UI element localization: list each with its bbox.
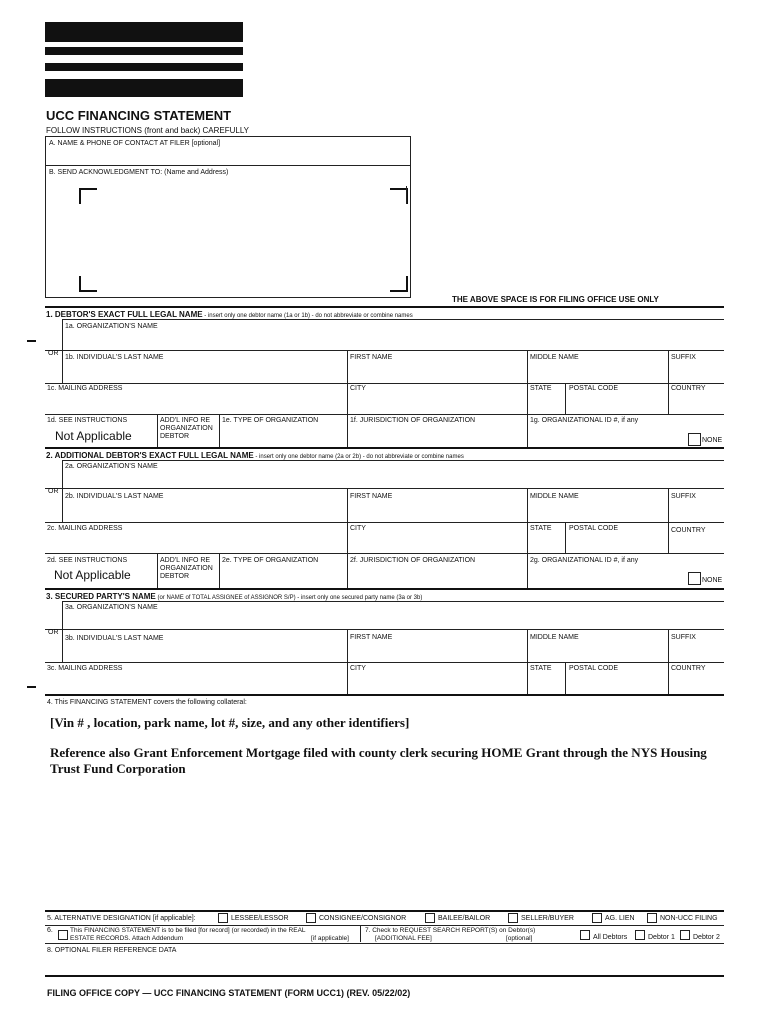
header-bar-2 — [45, 47, 243, 55]
section-1-heading: 1. DEBTOR'S EXACT FULL LEGAL NAME - insert only one debtor name (1a or 1b) - do not abbreviate or combine names — [46, 310, 413, 319]
corner-mark-br — [390, 276, 408, 292]
header-bar-1 — [45, 22, 243, 42]
label-6-line-1: This FINANCING STATEMENT is to be filed [for record] (or recorded) in the REAL — [70, 927, 306, 934]
not-applicable-2: Not Applicable — [54, 568, 131, 582]
form-title: UCC FINANCING STATEMENT — [46, 108, 232, 123]
label-3a: 3a. ORGANIZATION'S NAME — [65, 604, 158, 611]
label-city-2: CITY — [350, 525, 366, 532]
label-city-1: CITY — [350, 385, 366, 392]
label-7-line-1: 7. Check to REQUEST SEARCH REPORT(S) on Debtor(s) — [365, 927, 536, 934]
corner-mark-tl — [79, 188, 97, 204]
label-6-if-applicable: [if applicable] — [311, 935, 349, 942]
label-postal-2: POSTAL CODE — [569, 525, 619, 532]
label-postal-1: POSTAL CODE — [569, 385, 619, 392]
option-all-debtors: All Debtors — [593, 934, 628, 941]
section-3-heading: 3. SECURED PARTY'S NAME (or NAME of TOTAL ASSIGNEE of ASSIGNOR S/P) - insert only one secured party name (3a or 3b) — [46, 592, 423, 601]
collateral-line-1: [Vin # , location, park name, lot #, size, and any other identifiers] — [50, 715, 410, 730]
label-2e: 2e. TYPE OF ORGANIZATION — [222, 557, 319, 564]
collateral-line-2: Reference also Grant Enforcement Mortgage filed with county clerk securing HOME Grant through the NYS Housing Trust Fund Corporation — [50, 745, 707, 776]
label-3c: 3c. MAILING ADDRESS — [47, 665, 123, 672]
label-middle-name-3: MIDDLE NAME — [530, 634, 579, 641]
label-postal-3: POSTAL CODE — [569, 665, 619, 672]
label-1c: 1c. MAILING ADDRESS — [47, 385, 123, 392]
label-1a: 1a. ORGANIZATION'S NAME — [65, 323, 158, 330]
acknowledgment-address-input[interactable] — [80, 185, 406, 293]
label-country-1: COUNTRY — [671, 385, 706, 392]
label-8: 8. OPTIONAL FILER REFERENCE DATA — [47, 947, 177, 954]
or-label-1: OR — [48, 350, 59, 357]
label-2g: 2g. ORGANIZATIONAL ID #, if any — [530, 557, 639, 564]
label-state-2: STATE — [530, 525, 552, 532]
label-state-1: STATE — [530, 385, 552, 392]
option-seller-buyer: SELLER/BUYER — [521, 915, 574, 922]
label-1b: 1b. INDIVIDUAL'S LAST NAME — [65, 354, 164, 361]
non-ucc-filing-checkbox[interactable] — [647, 913, 657, 923]
option-consignee-consignor: CONSIGNEE/CONSIGNOR — [319, 915, 407, 922]
field-a-label: A. NAME & PHONE OF CONTACT AT FILER [optional] — [49, 140, 221, 147]
seller-buyer-checkbox[interactable] — [508, 913, 518, 923]
label-first-name-3: FIRST NAME — [350, 634, 393, 641]
none-label-1: NONE — [702, 437, 723, 444]
label-2f: 2f. JURISDICTION OF ORGANIZATION — [350, 557, 476, 564]
consignee-consignor-checkbox[interactable] — [306, 913, 316, 923]
not-applicable-1: Not Applicable — [55, 429, 132, 443]
label-2c: 2c. MAILING ADDRESS — [47, 525, 123, 532]
label-7-line-2: [ADDITIONAL FEE] — [375, 935, 432, 942]
label-middle-name-2: MIDDLE NAME — [530, 493, 579, 500]
all-debtors-checkbox[interactable] — [580, 930, 590, 940]
field-b-label: B. SEND ACKNOWLEDGMENT TO: (Name and Address) — [49, 169, 229, 176]
label-2b: 2b. INDIVIDUAL'S LAST NAME — [65, 493, 164, 500]
label-4: 4. This FINANCING STATEMENT covers the following collateral: — [47, 699, 247, 706]
filer-reference-input[interactable] — [47, 956, 722, 972]
org-name-input-1a[interactable] — [64, 332, 722, 347]
margin-tick-1 — [27, 340, 36, 342]
header-bar-4 — [45, 79, 243, 97]
or-label-3: OR — [48, 629, 59, 636]
label-7-optional: [optional] — [506, 935, 533, 942]
filing-office-note: THE ABOVE SPACE IS FOR FILING OFFICE USE ONLY — [452, 295, 659, 304]
label-6-line-2: ESTATE RECORDS. Attach Addendum — [70, 935, 184, 942]
label-city-3: CITY — [350, 665, 366, 672]
label-middle-name-1: MIDDLE NAME — [530, 354, 579, 361]
corner-mark-bl — [79, 276, 97, 292]
label-1d: 1d. SEE INSTRUCTIONS — [47, 417, 128, 424]
bailee-bailor-checkbox[interactable] — [425, 913, 435, 923]
option-non-ucc-filing: NON-UCC FILING — [660, 915, 718, 922]
debtor-2-checkbox[interactable] — [680, 930, 690, 940]
margin-tick-2 — [27, 686, 36, 688]
label-addl-info-1: ADD'L INFO RE ORGANIZATION DEBTOR — [160, 417, 213, 440]
label-2d: 2d. SEE INSTRUCTIONS — [47, 557, 128, 564]
label-country-2: COUNTRY — [671, 527, 706, 534]
footer-text: FILING OFFICE COPY — UCC FINANCING STATEMENT (FORM UCC1) (REV. 05/22/02) — [47, 988, 411, 998]
option-debtor-2: Debtor 2 — [693, 934, 720, 941]
real-estate-records-checkbox[interactable] — [58, 930, 68, 940]
label-6-number: 6. — [47, 927, 53, 934]
option-lessee-lessor: LESSEE/LESSOR — [231, 915, 289, 922]
ag-lien-checkbox[interactable] — [592, 913, 602, 923]
or-label-2: OR — [48, 488, 59, 495]
section-2-heading: 2. ADDITIONAL DEBTOR'S EXACT FULL LEGAL NAME - insert only one debtor name (2a or 2b) - do not abbreviate or combine names — [46, 451, 464, 460]
label-suffix-2: SUFFIX — [671, 493, 696, 500]
label-first-name-1: FIRST NAME — [350, 354, 393, 361]
label-1f: 1f. JURISDICTION OF ORGANIZATION — [350, 417, 476, 424]
header-bar-3 — [45, 63, 243, 71]
option-ag-lien: AG. LIEN — [605, 915, 635, 922]
label-3b: 3b. INDIVIDUAL'S LAST NAME — [65, 635, 164, 642]
org-name-input-3a[interactable] — [64, 613, 722, 627]
contact-input[interactable] — [48, 150, 406, 162]
none-checkbox-1[interactable] — [688, 433, 701, 446]
label-country-3: COUNTRY — [671, 665, 706, 672]
lessee-lessor-checkbox[interactable] — [218, 913, 228, 923]
none-label-2: NONE — [702, 577, 723, 584]
label-1g: 1g. ORGANIZATIONAL ID #, if any — [530, 417, 639, 424]
label-2a: 2a. ORGANIZATION'S NAME — [65, 463, 158, 470]
form-subtitle: FOLLOW INSTRUCTIONS (front and back) CAREFULLY — [46, 126, 250, 135]
label-first-name-2: FIRST NAME — [350, 493, 393, 500]
label-addl-info-2: ADD'L INFO RE ORGANIZATION DEBTOR — [160, 557, 213, 580]
debtor-1-checkbox[interactable] — [635, 930, 645, 940]
label-state-3: STATE — [530, 665, 552, 672]
label-5: 5. ALTERNATIVE DESIGNATION [if applicable]: — [47, 915, 196, 922]
option-debtor-1: Debtor 1 — [648, 934, 675, 941]
label-1e: 1e. TYPE OF ORGANIZATION — [222, 417, 319, 424]
none-checkbox-2[interactable] — [688, 572, 701, 585]
option-bailee-bailor: BAILEE/BAILOR — [438, 915, 491, 922]
label-suffix-3: SUFFIX — [671, 634, 696, 641]
org-name-input-2a[interactable] — [64, 472, 722, 486]
label-suffix-1: SUFFIX — [671, 354, 696, 361]
